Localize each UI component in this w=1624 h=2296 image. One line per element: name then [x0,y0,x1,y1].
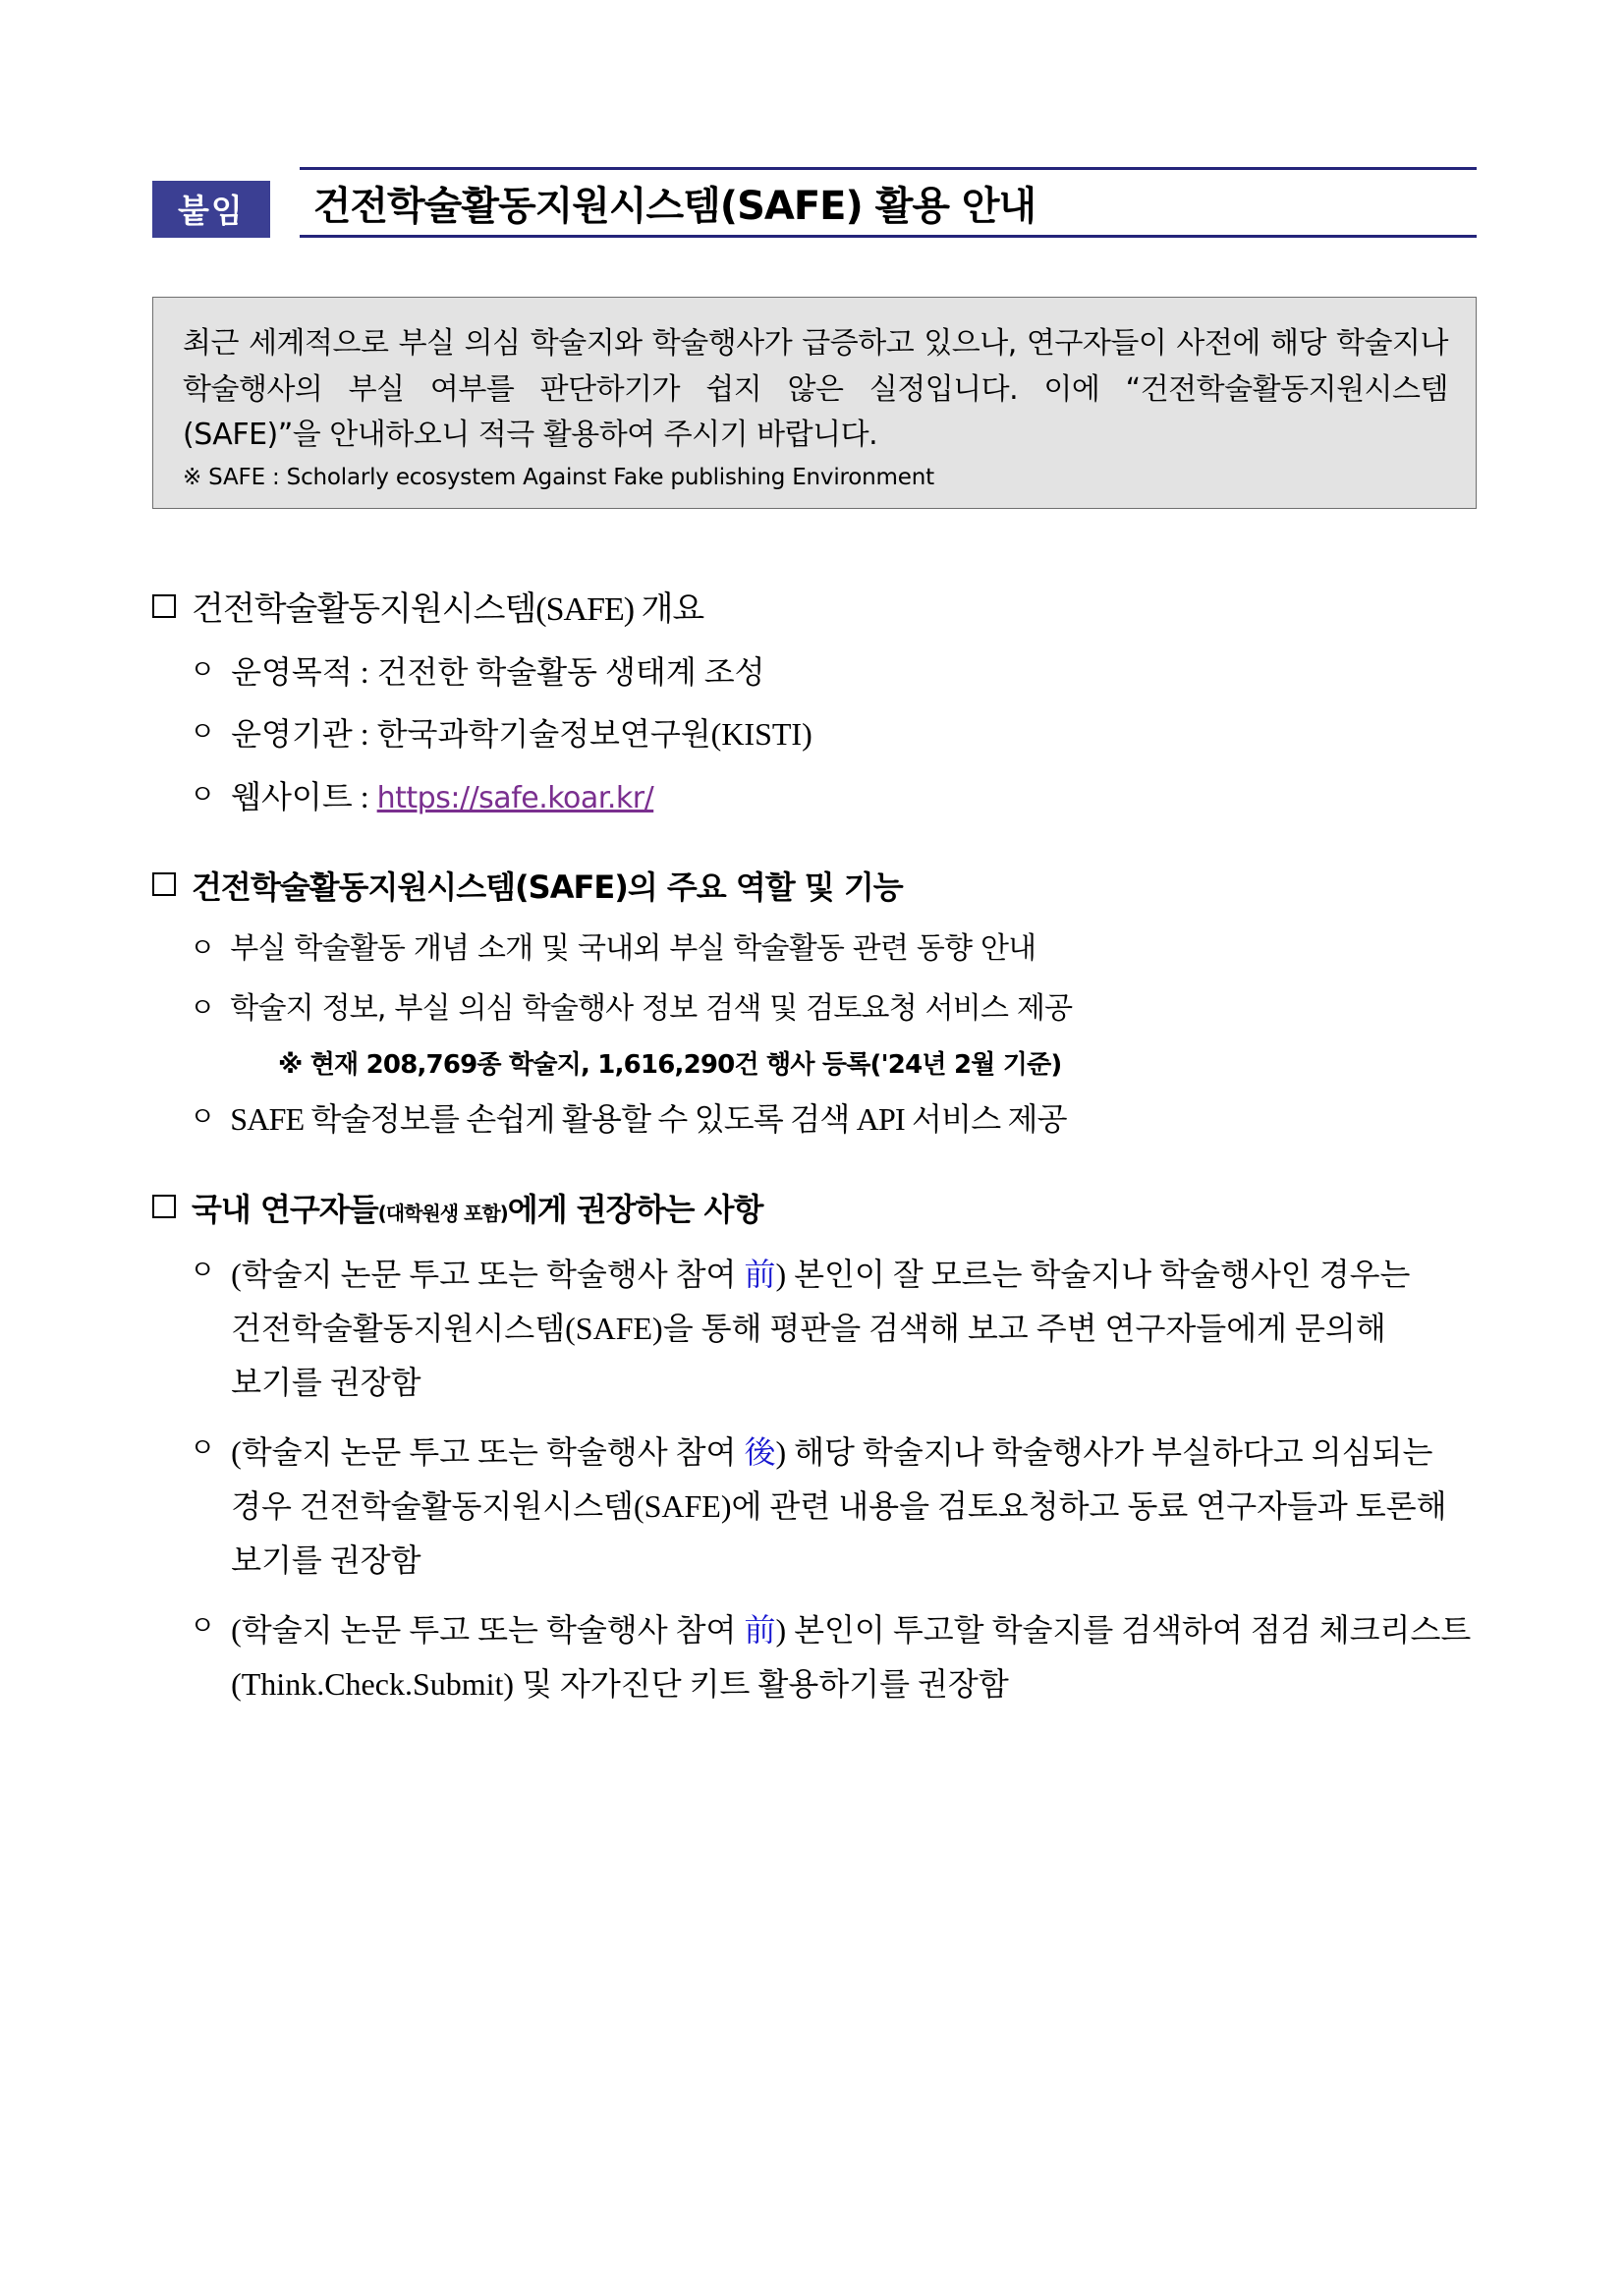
rec-post-text: ) 해당 학술지나 학술행사가 부실하다고 의심되는 경우 건전학술활동지원시스템(SAFE)에 관련 내용을 검토요청하고 동료 연구자들과 토론해 보기를 권장함 [231,1434,1447,1579]
heading-main-text: 국내 연구자들 [192,1191,378,1228]
section-roles-heading [152,863,1477,908]
title-box [300,167,1477,238]
list-item-label [231,772,1477,823]
section-recommendations-heading [152,1185,1477,1230]
list-item-label: 운영목적 : 건전한 학술활동 생태계 조성 [231,653,765,690]
attachment-badge: 붙임 [152,181,270,238]
list-item [152,985,1477,1034]
list-item [152,1094,1477,1146]
circle-bullet-icon: ㅇ [190,780,216,811]
list-item [152,709,1477,760]
list-item [152,1248,1477,1410]
list-item [152,925,1477,974]
rec-pre-text: (학술지 논문 투고 또는 학술행사 참여 [231,1434,745,1471]
section-overview [152,582,1477,823]
square-bullet-icon [152,872,176,896]
heading-tail-text: 에게 권장하는 사항 [507,1191,763,1228]
list-item-website [152,772,1477,823]
section-roles [152,863,1477,1146]
section-overview-heading [152,582,1477,630]
list-item-label: 부실 학술활동 개념 소개 및 국내외 부실 학술활동 관련 동향 안내 [230,930,1036,966]
list-item-label: 운영기관 : 한국과학기술정보연구원(KISTI) [231,716,812,753]
intro-callout [152,297,1477,509]
list-item [152,647,1477,699]
registration-count-note: ※ 현재 208,769종 학술지, 1,616,290건 행사 등록('24년 2월 기준) [278,1050,1062,1081]
circle-bullet-icon: ㅇ [190,717,216,748]
rec-mark-before: 前 [744,1257,776,1292]
safe-website-link[interactable]: https://safe.koar.kr/ [376,781,654,816]
section-overview-heading-text: 건전학술활동지원시스템(SAFE) 개요 [192,590,704,628]
list-item [152,1603,1477,1711]
website-label: 웹사이트 : [231,779,377,815]
circle-bullet-icon: ㅇ [190,992,215,1023]
rec-post-text: ) 본인이 잘 모르는 학술지나 학술행사인 경우는 건전학술활동지원시스템(SAFE)을 통해 평판을 검색해 보고 주변 연구자들에게 문의해 보기를 권장함 [231,1257,1411,1401]
rec-mark-after: 後 [744,1434,776,1471]
document-title-row [152,167,1477,238]
square-bullet-icon [152,594,176,618]
circle-bullet-icon: ㅇ [190,1256,216,1285]
heading-small-text: (대학원생 포함) [377,1202,508,1225]
page-title: 건전학술활동지원시스템(SAFE) 활용 안내 [312,183,1036,229]
list-item-label: SAFE 학술정보를 손쉽게 활용할 수 있도록 검색 API 서비스 제공 [230,1101,1067,1138]
rec-pre-text: (학술지 논문 투고 또는 학술행사 참여 [231,1612,745,1649]
intro-footnote: ※ SAFE : Scholarly ecosystem Against Fake publishing Environment [183,464,934,490]
square-bullet-icon [152,1195,176,1218]
circle-bullet-icon: ㅇ [190,654,216,685]
rec-mark-before: 前 [744,1612,776,1649]
rec-post-text: ) 본인이 투고할 학술지를 검색하여 점검 체크리스트(Think.Check.Submit) 및 자가진단 키트 활용하기를 권장함 [231,1612,1472,1703]
list-item-label [231,1426,1477,1588]
list-item-label [231,1248,1477,1410]
circle-bullet-icon: ㅇ [190,932,215,963]
section-roles-heading-text: 건전학술활동지원시스템(SAFE)의 주요 역할 및 기능 [192,868,903,906]
list-item-label [231,1603,1477,1711]
rec-pre-text: (학술지 논문 투고 또는 학술행사 참여 [231,1257,745,1292]
circle-bullet-icon: ㅇ [190,1102,215,1133]
circle-bullet-icon: ㅇ [190,1611,216,1642]
circle-bullet-icon: ㅇ [190,1433,216,1464]
list-item-label: 학술지 정보, 부실 의심 학술행사 정보 검색 및 검토요청 서비스 제공 [230,990,1073,1026]
list-item [152,1426,1477,1588]
section-recommendations [152,1185,1477,1711]
intro-paragraph: 최근 세계적으로 부실 의심 학술지와 학술행사가 급증하고 있으나, 연구자들이 사전에 해당 학술지나 학술행사의 부실 여부를 판단하기가 쉽지 않은 실정입니다. 이에 “건전학술활동지원시스템(SAFE)”을 안내하오니 적극 활용하여 주시기 바랍니다. [183,326,1448,452]
